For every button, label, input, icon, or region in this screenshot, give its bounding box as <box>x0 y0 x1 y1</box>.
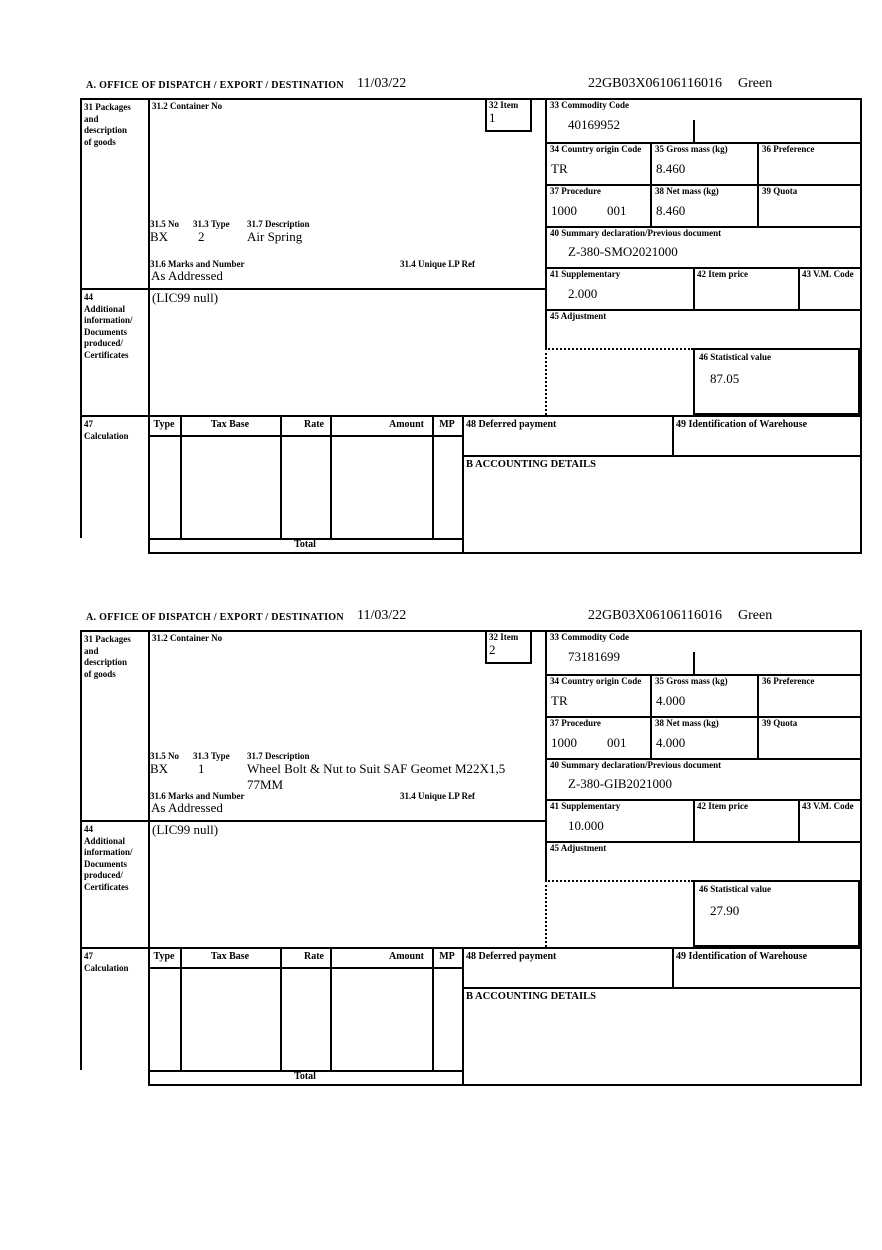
deferred-payment-label: 48 Deferred payment <box>466 951 557 962</box>
net-mass-value: 8.460 <box>656 203 686 218</box>
border-line <box>180 415 182 538</box>
adjustment-label: 45 Adjustment <box>550 843 607 853</box>
office-of-dispatch-label: A. OFFICE OF DISPATCH / EXPORT / DESTINATION <box>86 612 344 623</box>
border-line <box>860 98 862 554</box>
item-block <box>80 630 862 1086</box>
box44-label: 44 Additional information/ Documents produced/ Certificates <box>84 292 133 360</box>
border-line <box>462 987 862 989</box>
net-mass-label: 38 Net mass (kg) <box>655 718 719 728</box>
gross-mass-label: 35 Gross mass (kg) <box>655 676 728 686</box>
description-label: 31.7 Description <box>247 751 310 761</box>
border-line <box>280 415 282 538</box>
summary-declaration-value: Z-380-SMO2021000 <box>568 244 678 259</box>
mp-header: MP <box>439 419 455 430</box>
tax-base-header: Tax Base <box>210 951 250 962</box>
item-number-value: 1 <box>489 110 496 125</box>
border-line <box>798 267 800 309</box>
office-of-dispatch-label: A. OFFICE OF DISPATCH / EXPORT / DESTINATION <box>86 80 344 91</box>
box47-label: 47 Calculation <box>84 951 129 973</box>
gross-mass-value: 8.460 <box>656 161 686 176</box>
border-line <box>798 799 800 841</box>
tax-type-header: Type <box>153 419 175 430</box>
procedure-label: 37 Procedure <box>550 186 601 196</box>
border-line <box>693 267 695 309</box>
package-type-label: 31.3 Type <box>193 751 230 761</box>
amount-header: Amount <box>388 951 424 962</box>
commodity-code-value: 73181699 <box>568 649 620 664</box>
sheet-header <box>80 75 862 98</box>
package-no-label: 31.5 No <box>150 219 179 229</box>
package-type-value: 1 <box>198 761 205 776</box>
border-line <box>80 820 547 822</box>
dotted-border-line <box>545 880 693 882</box>
border-line <box>148 967 464 969</box>
border-line <box>757 142 759 226</box>
border-line <box>80 630 862 632</box>
border-line <box>148 98 150 552</box>
net-mass-value: 4.000 <box>656 735 686 750</box>
border-line <box>462 455 862 457</box>
marks-value: As Addressed <box>151 268 223 283</box>
border-line <box>432 947 434 1070</box>
country-origin-label: 34 Country origin Code <box>550 676 642 686</box>
border-line <box>148 552 862 554</box>
declaration-sheet <box>80 607 862 1087</box>
package-no-label: 31.5 No <box>150 751 179 761</box>
dispatch-date: 11/03/22 <box>357 76 407 91</box>
summary-declaration-label: 40 Summary declaration/Previous document <box>550 760 722 770</box>
deferred-payment-label: 48 Deferred payment <box>466 419 557 430</box>
supplementary-label: 41 Supplementary <box>550 269 621 279</box>
amount-header: Amount <box>388 419 424 430</box>
border-line <box>693 652 695 674</box>
package-type-value: 2 <box>198 229 205 244</box>
statistical-value: 27.90 <box>710 903 740 918</box>
border-line <box>545 98 547 350</box>
statistical-value-label: 46 Statistical value <box>699 884 771 894</box>
total-label: Total <box>294 1071 316 1082</box>
container-no-label: 31.2 Container No <box>152 633 223 643</box>
country-origin-label: 34 Country origin Code <box>550 144 642 154</box>
warehouse-label: 49 Identification of Warehouse <box>676 951 808 962</box>
border-line <box>330 415 332 538</box>
item-label: 32 Item <box>489 632 519 642</box>
net-mass-label: 38 Net mass (kg) <box>655 186 719 196</box>
border-line <box>650 142 652 226</box>
gross-mass-label: 35 Gross mass (kg) <box>655 144 728 154</box>
border-line <box>860 630 862 1086</box>
dotted-border-line <box>545 348 693 350</box>
rate-header: Rate <box>304 419 324 430</box>
adjustment-label: 45 Adjustment <box>550 311 607 321</box>
preference-label: 36 Preference <box>762 144 815 154</box>
accounting-details-label: B ACCOUNTING DETAILS <box>466 459 596 470</box>
border-line <box>148 435 464 437</box>
box31-label: 31 Packages and description of goods <box>84 634 131 679</box>
border-line <box>330 947 332 1070</box>
description-value: Wheel Bolt & Nut to Suit SAF Geomet M22X1,5 77MM <box>247 761 506 792</box>
description-label: 31.7 Description <box>247 219 310 229</box>
procedure-label: 37 Procedure <box>550 718 601 728</box>
package-no-value: BX <box>150 229 169 244</box>
additional-info-value: (LIC99 null) <box>152 290 219 305</box>
lp-ref-label: 31.4 Unique LP Ref <box>400 791 476 801</box>
gross-mass-value: 4.000 <box>656 693 686 708</box>
supplementary-value: 2.000 <box>568 286 598 301</box>
additional-info-value: (LIC99 null) <box>152 822 219 837</box>
warehouse-label: 49 Identification of Warehouse <box>676 419 808 430</box>
border-line <box>280 947 282 1070</box>
border-line <box>80 415 862 417</box>
border-line <box>672 415 674 455</box>
summary-declaration-value: Z-380-GIB2021000 <box>568 776 672 791</box>
tax-base-header: Tax Base <box>210 419 250 430</box>
declaration-sheet <box>80 75 862 555</box>
marks-label: 31.6 Marks and Number <box>150 791 245 801</box>
statistical-value: 87.05 <box>710 371 740 386</box>
border-line <box>545 630 547 882</box>
declaration-reference: 22GB03X06106116016 <box>588 76 723 91</box>
supplementary-label: 41 Supplementary <box>550 801 621 811</box>
rate-header: Rate <box>304 951 324 962</box>
procedure-value-1: 1000 <box>551 203 577 218</box>
box31-label: 31 Packages and description of goods <box>84 102 131 147</box>
border-line <box>80 98 82 538</box>
border-line <box>650 674 652 758</box>
statistical-value-label: 46 Statistical value <box>699 352 771 362</box>
dispatch-date: 11/03/22 <box>357 608 407 623</box>
container-no-label: 31.2 Container No <box>152 101 223 111</box>
marks-label: 31.6 Marks and Number <box>150 259 245 269</box>
package-type-label: 31.3 Type <box>193 219 230 229</box>
preference-label: 36 Preference <box>762 676 815 686</box>
item-number-value: 2 <box>489 642 496 657</box>
item-block <box>80 98 862 554</box>
commodity-code-label: 33 Commodity Code <box>550 100 629 110</box>
accounting-details-label: B ACCOUNTING DETAILS <box>466 991 596 1002</box>
box44-label: 44 Additional information/ Documents produced/ Certificates <box>84 824 133 892</box>
description-value: Air Spring <box>247 229 303 244</box>
country-origin-value: TR <box>551 693 568 708</box>
mp-header: MP <box>439 951 455 962</box>
summary-declaration-label: 40 Summary declaration/Previous document <box>550 228 722 238</box>
supplementary-value: 10.000 <box>568 818 604 833</box>
border-line <box>80 98 862 100</box>
lp-ref-label: 31.4 Unique LP Ref <box>400 259 476 269</box>
item-label: 32 Item <box>489 100 519 110</box>
sheet-header <box>80 607 862 630</box>
border-line <box>693 120 695 142</box>
total-label: Total <box>294 539 316 550</box>
border-line <box>693 799 695 841</box>
quota-label: 39 Quota <box>762 186 798 196</box>
package-no-value: BX <box>150 761 169 776</box>
item-price-label: 42 Item price <box>697 801 748 811</box>
border-line <box>80 947 862 949</box>
routing-status: Green <box>738 76 773 91</box>
routing-status: Green <box>738 608 773 623</box>
vm-code-label: 43 V.M. Code <box>802 269 854 279</box>
border-line <box>80 288 547 290</box>
border-line <box>432 415 434 538</box>
commodity-code-label: 33 Commodity Code <box>550 632 629 642</box>
procedure-value-1: 1000 <box>551 735 577 750</box>
declaration-reference: 22GB03X06106116016 <box>588 608 723 623</box>
vm-code-label: 43 V.M. Code <box>802 801 854 811</box>
quota-label: 39 Quota <box>762 718 798 728</box>
country-origin-value: TR <box>551 161 568 176</box>
commodity-code-value: 40169952 <box>568 117 620 132</box>
border-line <box>80 630 82 1070</box>
marks-value: As Addressed <box>151 800 223 815</box>
border-line <box>148 630 150 1084</box>
dotted-border-line <box>545 348 547 415</box>
dotted-border-line <box>545 880 547 947</box>
border-line <box>672 947 674 987</box>
item-price-label: 42 Item price <box>697 269 748 279</box>
procedure-value-2: 001 <box>607 203 627 218</box>
box47-label: 47 Calculation <box>84 419 129 441</box>
border-line <box>180 947 182 1070</box>
border-line <box>757 674 759 758</box>
procedure-value-2: 001 <box>607 735 627 750</box>
tax-type-header: Type <box>153 951 175 962</box>
border-line <box>148 1084 862 1086</box>
